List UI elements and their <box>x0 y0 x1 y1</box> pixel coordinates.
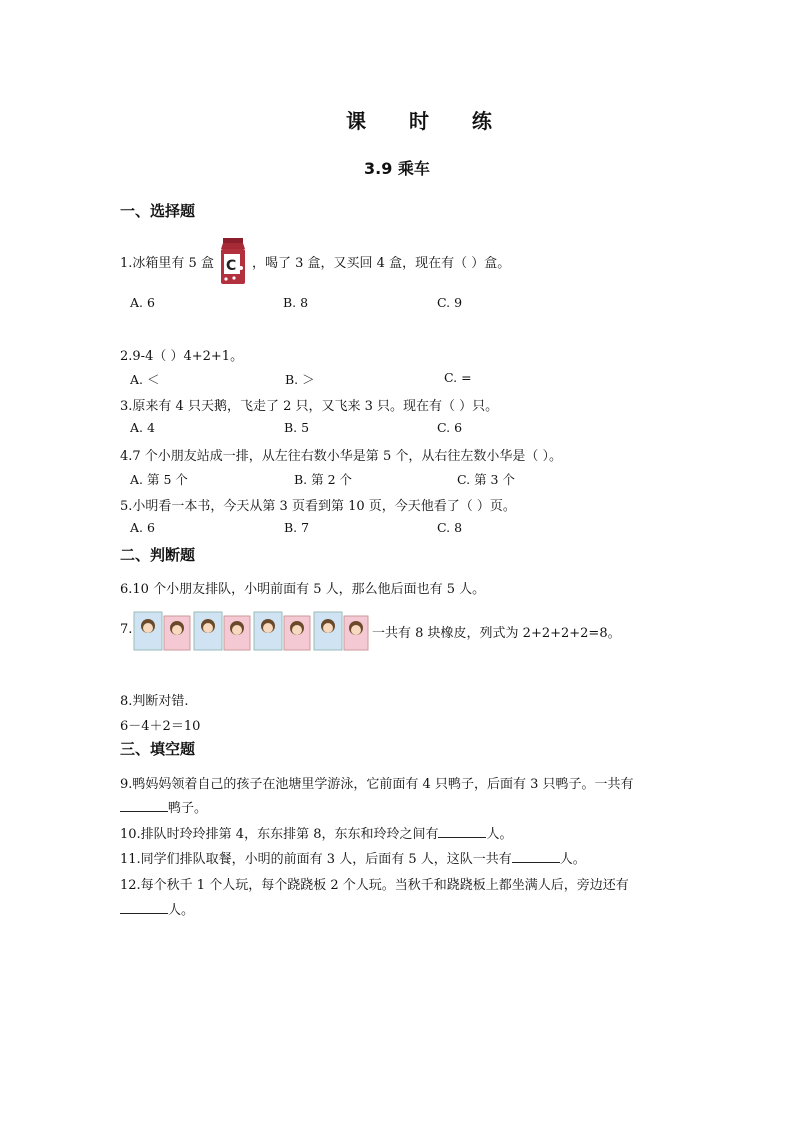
question-1 <box>120 252 214 271</box>
q11-answer-blank[interactable] <box>512 850 560 863</box>
question-12-line1: 12.每个秋千 1 个人玩，每个跷跷板 2 个人玩。当秋千和跷跷板上都坐满人后，旁边还有 <box>120 878 629 893</box>
q4-option-a[interactable]: A. 第 5 个 <box>130 472 188 487</box>
eraser-pairs-icon <box>132 606 370 654</box>
milk-carton-icon <box>220 236 246 286</box>
q1-option-b[interactable]: B. 8 <box>283 295 309 310</box>
question-8: 8.判断对错. <box>120 694 189 709</box>
q10-text-after: 人。 <box>486 827 513 842</box>
question-7-number: 7. <box>120 622 133 637</box>
q4-option-b[interactable]: B. 第 2 个 <box>294 472 353 487</box>
q2-option-a[interactable]: A. ＜ <box>130 372 160 387</box>
question-1-text-after: ，喝了 3 盒，又买回 4 盒，现在有（ ）盒。 <box>252 256 511 271</box>
q12-line2-text: 人。 <box>168 903 195 918</box>
q1-option-a[interactable]: A. 6 <box>130 295 155 310</box>
question-9-line1: 9.鸭妈妈领着自己的孩子在池塘里学游泳，它前面有 4 只鸭子，后面有 3 只鸭子。一共有 <box>120 777 634 792</box>
q1-option-c[interactable]: C. 9 <box>437 295 463 310</box>
question-8-expression: 6－4＋2＝10 <box>120 719 201 734</box>
q2-option-b[interactable]: B. ＞ <box>285 372 315 387</box>
question-1-text-before: 1.冰箱里有 5 盒 <box>120 256 214 271</box>
question-3: 3.原来有 4 只天鹅，飞走了 2 只，又飞来 3 只。现在有（ ）只。 <box>120 399 499 414</box>
q4-option-c[interactable]: C. 第 3 个 <box>457 472 515 487</box>
question-2: 2.9-4（ ）4+2+1。 <box>120 349 244 364</box>
question-11 <box>120 848 586 867</box>
q9-answer-blank[interactable] <box>120 799 168 812</box>
q12-answer-blank[interactable] <box>120 901 168 914</box>
q10-answer-blank[interactable] <box>438 825 486 838</box>
q5-option-b[interactable]: B. 7 <box>284 520 310 535</box>
q10-text-before: 10.排队时玲玲排第 4，东东排第 8，东东和玲玲之间有 <box>120 827 439 842</box>
section-judge-heading: 二、判断题 <box>120 546 196 564</box>
milk-carton-label: C <box>226 258 237 274</box>
q3-option-b[interactable]: B. 5 <box>284 420 310 435</box>
section-choice-heading: 一、选择题 <box>120 202 196 220</box>
section-fill-heading: 三、填空题 <box>120 740 196 758</box>
q11-text-before: 11.同学们排队取餐，小明的前面有 3 人，后面有 5 人，这队一共有 <box>120 852 512 867</box>
question-5: 5.小明看一本书，今天从第 3 页看到第 10 页，今天他看了（ ）页。 <box>120 499 516 514</box>
question-4: 4.7 个小朋友站成一排，从左往右数小华是第 5 个，从右往左数小华是（ ）。 <box>120 449 562 464</box>
q5-option-c[interactable]: C. 8 <box>437 520 463 535</box>
question-6: 6.10 个小朋友排队，小明前面有 5 人，那么他后面也有 5 人。 <box>120 582 486 597</box>
q11-text-after: 人。 <box>559 852 586 867</box>
q9-line2-text: 鸭子。 <box>168 801 208 816</box>
q5-option-a[interactable]: A. 6 <box>130 520 155 535</box>
question-9-line2 <box>120 797 207 816</box>
page-title: 课 时 练 <box>346 109 510 133</box>
q3-option-a[interactable]: A. 4 <box>130 420 155 435</box>
q2-option-c[interactable]: C. = <box>444 370 472 385</box>
lesson-subtitle: 3.9 乘车 <box>364 159 430 178</box>
question-10 <box>120 823 513 842</box>
question-7-text: 一共有 8 块橡皮，列式为 2+2+2+2=8。 <box>372 626 621 641</box>
q3-option-c[interactable]: C. 6 <box>437 420 463 435</box>
question-12-line2 <box>120 899 194 918</box>
